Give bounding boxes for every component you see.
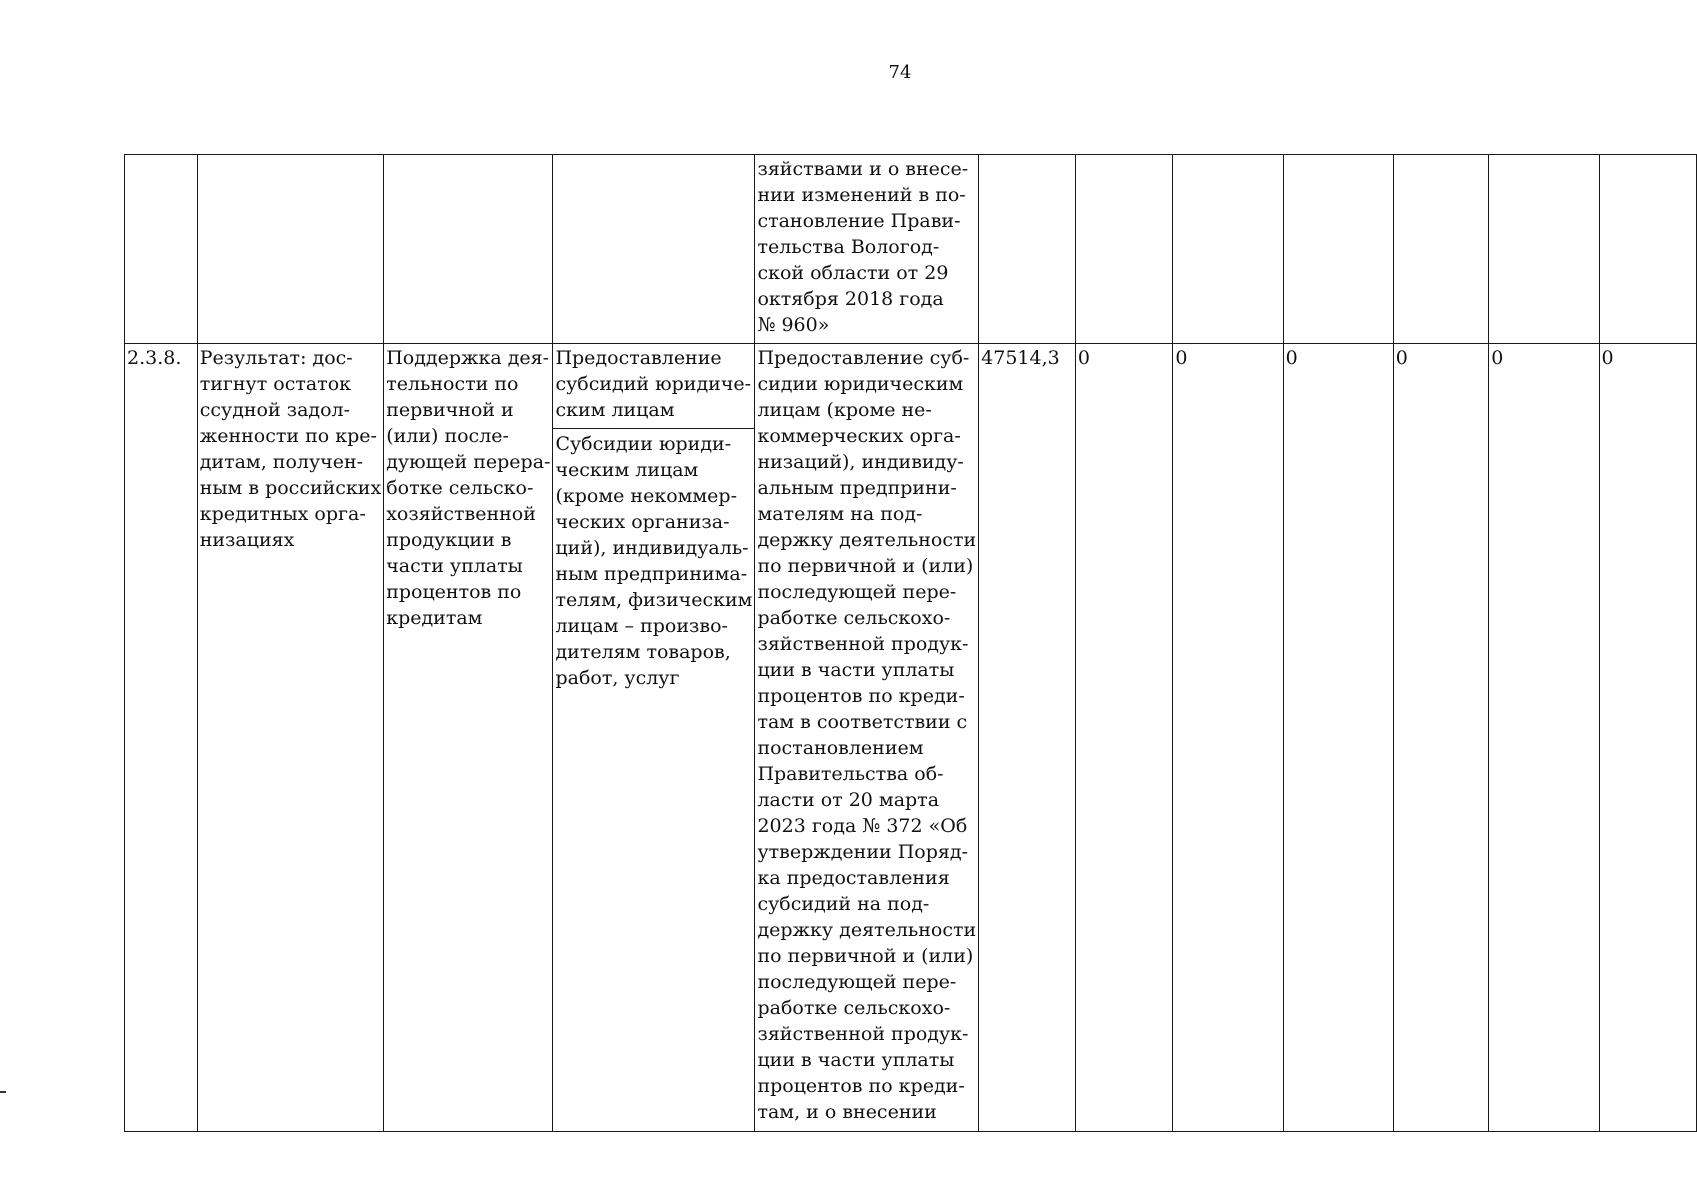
text-line: зяйственной продук-	[757, 1023, 969, 1045]
text-line: ным в российских	[199, 477, 382, 499]
text-line: Поддержка дея-	[386, 347, 550, 369]
text-line: ка предоставления	[757, 867, 950, 889]
cell-amount: 47514,3	[979, 344, 1076, 1132]
text-line: первичной и	[386, 399, 514, 421]
text-line: 2023 года № 372 «Об	[757, 815, 968, 837]
cell-value	[1075, 155, 1172, 344]
cell-value	[1599, 155, 1697, 344]
cell-amount	[979, 155, 1076, 344]
cell-result	[197, 344, 383, 1132]
text-line: нии изменений в по-	[757, 184, 966, 206]
cell-value: 0	[1393, 344, 1489, 1132]
text-line: тельности по	[386, 373, 519, 395]
text-line: Субсидии юриди-	[555, 433, 732, 455]
text-line: дителям товаров,	[555, 641, 731, 663]
cell-support	[384, 344, 553, 1132]
cell-value	[1489, 155, 1599, 344]
text-line: ской области от 29	[757, 262, 949, 284]
text-line: лицам – произво-	[555, 615, 728, 637]
text-line: последующей пере-	[757, 581, 957, 603]
text-line: низаций), индивиду-	[757, 451, 964, 473]
cell-value	[1173, 155, 1283, 344]
text-line: (или) после-	[386, 425, 509, 447]
subsidy-subcell	[553, 429, 754, 691]
text-line: ным предпринима-	[555, 563, 748, 585]
text-line: процентов по креди-	[757, 685, 965, 707]
text-line: ботке сельско-	[386, 477, 534, 499]
text-line: утверждении Поряд-	[757, 841, 968, 863]
text-line: ции в части уплаты	[757, 1049, 955, 1071]
text-line: ласти от 20 марта	[757, 789, 940, 811]
cell-value: 0	[1075, 344, 1172, 1132]
text-line: женности по кре-	[199, 425, 377, 447]
text-line: ским лицам	[555, 399, 675, 421]
cell-support	[384, 155, 553, 344]
text-line: Правительства об-	[757, 763, 944, 785]
table-row-continuation	[125, 155, 1697, 344]
cell-provision	[553, 155, 755, 344]
cell-number: 2.3.8.	[125, 344, 198, 1132]
text-line: держку деятельности	[757, 919, 977, 941]
text-line: коммерческих орга-	[757, 425, 961, 447]
text-line: там, и о внесении	[757, 1101, 937, 1123]
text-line: альным предприни-	[757, 477, 957, 499]
text-line: дующей перера-	[386, 451, 551, 473]
text-line: ции в части уплаты	[757, 659, 955, 681]
text-line: низациях	[199, 529, 295, 551]
text-line: субсидий юридиче-	[555, 373, 752, 395]
cell-provision	[553, 344, 755, 1132]
cell-description	[755, 155, 979, 344]
text-line: там в соответствии с	[757, 711, 968, 733]
text-line: субсидий на под-	[757, 893, 930, 915]
cell-value: 0	[1489, 344, 1599, 1132]
text-line: работке сельскохо-	[757, 607, 951, 629]
text-line: тельства Вологод-	[757, 236, 940, 258]
cell-value	[1283, 155, 1393, 344]
cell-result	[197, 155, 383, 344]
margin-mark	[0, 1091, 6, 1093]
text-line: работ, услуг	[555, 667, 680, 689]
text-line: октября 2018 года	[757, 288, 944, 310]
text-line: лицам (кроме не-	[757, 399, 932, 421]
provision-subcell	[553, 344, 754, 429]
text-line: мателям на под-	[757, 503, 923, 525]
text-line: Предоставление суб-	[757, 347, 970, 369]
page-number: 74	[888, 62, 912, 83]
text-line: зяйственной продук-	[757, 633, 969, 655]
text-line: Предоставление	[555, 347, 722, 369]
cell-value: 0	[1173, 344, 1283, 1132]
text-line: ческих организа-	[555, 511, 730, 533]
text-line: кредитных орга-	[199, 503, 366, 525]
text-line: продукции в	[386, 529, 512, 551]
cell-value: 0	[1599, 344, 1697, 1132]
text-line: становление Прави-	[757, 210, 961, 232]
text-line: работке сельскохо-	[757, 997, 951, 1019]
text-line: процентов по креди-	[757, 1075, 965, 1097]
text-line: № 960»	[757, 314, 830, 336]
text-line: зяйствами и о внесе-	[757, 158, 969, 180]
cell-number	[125, 155, 198, 344]
text-line: сидии юридическим	[757, 373, 964, 395]
cell-value: 0	[1283, 344, 1393, 1132]
text-line: хозяйственной	[386, 503, 536, 525]
text-line: последующей пере-	[757, 971, 957, 993]
text-line: тигнут остаток	[199, 373, 352, 395]
text-line: ческим лицам	[555, 459, 699, 481]
text-line: ций), индивидуаль-	[555, 537, 749, 559]
text-line: по первичной и (или)	[757, 555, 974, 577]
text-line: Результат: дос-	[199, 347, 353, 369]
cell-description	[755, 344, 979, 1132]
text-line: части уплаты	[386, 555, 523, 577]
table-row-2-3-8	[125, 344, 1697, 1132]
cell-value	[1393, 155, 1489, 344]
text-line: по первичной и (или)	[757, 945, 974, 967]
text-line: телям, физическим	[555, 589, 753, 611]
program-table	[124, 154, 1697, 1132]
text-line: дитам, получен-	[199, 451, 364, 473]
text-line: процентов по	[386, 581, 522, 603]
text-line: (кроме некоммер-	[555, 485, 738, 507]
text-line: ссудной задол-	[199, 399, 351, 421]
text-line: кредитам	[386, 607, 483, 629]
text-line: постановлением	[757, 737, 924, 759]
text-line: держку деятельности	[757, 529, 977, 551]
